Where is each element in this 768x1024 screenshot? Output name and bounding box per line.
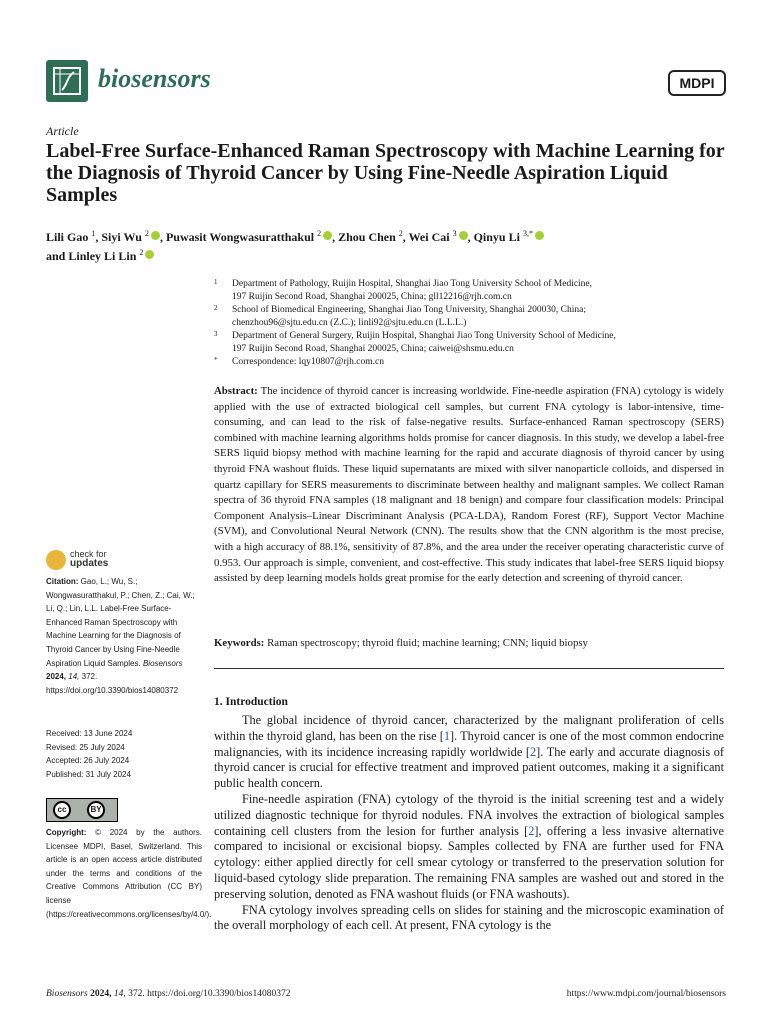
introduction-body	[214, 713, 724, 934]
author: Puwasit Wongwasuratthakul $^2$	[166, 230, 332, 244]
reference-link[interactable]: 2	[528, 823, 535, 838]
accepted-date: Accepted: 26 July 2024	[46, 756, 130, 766]
section-heading: 1. Introduction	[214, 696, 288, 708]
author: Zhou Chen $^2$	[338, 229, 403, 244]
citation-doi-link[interactable]: 372. https://doi.org/10.3390/bios14080372	[46, 672, 179, 695]
dates	[46, 727, 202, 781]
divider	[214, 668, 724, 669]
affiliation: 2 School of Biomedical Engineering, Shanghai Jiao Tong University, Shanghai 200030, China; chenzhou96@sjtu.edu.cn (Z.C.); linli92@sjtu.edu.cn (L.L.L.)	[214, 304, 586, 328]
keywords-text: Raman spectroscopy; thyroid fluid; machine learning; CNN; liquid biopsy	[267, 637, 588, 649]
check-for-updates-button[interactable]	[46, 548, 146, 574]
reference-link[interactable]: 1	[443, 728, 450, 743]
received-date: Received: 13 June 2024	[46, 729, 133, 738]
paragraph: The global incidence of thyroid cancer, characterized by the malignant proliferation of cells within the thyroid gland, has been on the rise [1]. Thyroid cancer is one of the most common endocrine malignancies, with its incidence increasing rapidly worldwide [2]. The early and accurate diagnosis of thyroid cancer is crucial for effective treatment and improved patient outcomes, making it a significant public health concern.	[214, 713, 724, 791]
check-line2: updates	[70, 558, 109, 569]
copyright-label: Copyright:	[46, 828, 87, 837]
cc-by-license-badge[interactable]	[46, 798, 118, 822]
citation: Citation: Gao, L.; Wu, S.; Wongwasuratthakul, P.; Chen, Z.; Cai, W.; Li, Q.; Lin, L.L. Label-Free Surface-Enhanced Raman Spectroscopy with Machine Learning for the Diagnosis of Thyroid Cancer by Using Fine-Needle Aspiration Liquid Samples. Biosensors 2024, 14, 372. https://doi.org/10.3390/bios14080372	[46, 577, 195, 695]
citation-label: Citation:	[46, 577, 79, 586]
author: Wei Cai $^3$	[409, 230, 468, 244]
keywords-label: Keywords:	[214, 637, 265, 649]
check-line1: check for	[70, 549, 107, 559]
affiliation: * Correspondence: lqy10807@rjh.com.cn	[214, 356, 385, 367]
orcid-icon[interactable]	[535, 231, 544, 240]
journal-name: biosensors	[98, 64, 211, 93]
orcid-icon[interactable]	[151, 231, 160, 240]
journal-logo-icon	[46, 60, 88, 102]
author: Lili Gao $^1$	[46, 229, 96, 244]
abstract-label: Abstract:	[214, 385, 258, 397]
journal-header	[46, 60, 726, 104]
footer-citation: Biosensors 2024, 14, 372. https://doi.org/10.3390/bios14080372	[46, 989, 291, 999]
article-type: Article	[46, 124, 79, 138]
paragraph: FNA cytology involves spreading cells on slides for staining and the microscopic examination of the overall morphology of each cell. At present, FNA cytology is the	[214, 902, 724, 933]
journal-url-link[interactable]: https://www.mdpi.com/journal/biosensors	[566, 989, 726, 999]
paragraph: Fine-needle aspiration (FNA) cytology of the thyroid is the initial screening test and a widely utilized diagnostic technique for thyroid nodules. FNA involves the extraction of biological samples containing cell clusters from the lesion for further analysis [2], offering a less invasive alternative compared to incisional or excisional biopsy. Samples collected by FNA are further used for FNA cytology: either applied directly for cell smear cytology or transferred to the preservation solution for liquid-based cytology slide preparation. The remaining FNA samples are washed out and stored in the preserving solution, denoted as FNA washout fluids (or FNA washouts).	[214, 791, 724, 901]
keywords	[214, 636, 724, 651]
page-footer	[46, 989, 726, 999]
orcid-icon[interactable]	[459, 231, 468, 240]
published-date: Published: 31 July 2024	[46, 769, 131, 779]
affiliations	[214, 278, 734, 369]
copyright: Copyright: © 2024 by the authors. Licensee MDPI, Basel, Switzerland. This article is an open access article distributed under the terms and conditions of the Creative Commons Attribution (CC BY) license (https://creativecommons.org/licenses/by/4.0/).	[46, 828, 212, 919]
affiliation: 3 Department of General Surgery, Ruijin Hospital, Shanghai Jiao Tong University School of Medicine, 197 Ruijin Second Road, Shanghai 200025, China; caiwei@shsmu.edu.cn	[214, 330, 616, 354]
check-icon	[46, 550, 66, 570]
abstract-text: The incidence of thyroid cancer is increasing worldwide. Fine-needle aspiration (FNA) cytology is widely applied with the use of extracted biological cell samples, but current FNA cytology is labor-intensive, time-consuming, and can lead to the risk of false-negative results. Surface-enhanced Raman spectroscopy (SERS) combined with machine learning algorithms holds promise for cancer diagnosis. In this study, we develop a label-free SERS liquid biopsy method with machine learning for the rapid and accurate diagnosis of thyroid cancer by using thyroid FNA washout fluids. These liquid supernatants are mixed with silver nanoparticle colloids, and dispersed in quartz capillary for SERS measurements to discriminate between healthy and malignant samples. We collect Raman spectra of 36 thyroid FNA samples (18 malignant and 18 benign) and compare four classification models: Principal Component Analysis–Linear Discriminant Analysis (PCA-LDA), Random Forest (RF), Support Vector Machine (SVM), and Convolutional Neural Network (CNN). The results show that the CNN algorithm is the most precise, with a high accuracy of 88.1%, sensitivity of 87.8%, and the area under the receiver operating characteristic curve of 0.953. Our approach is simple, convenient, and cost-effective. This study indicates that label-free SERS liquid biopsy assisted by deep learning models holds great promise for the early detection and screening of thyroid cancer.	[214, 385, 724, 585]
author-list: Lili Gao $^1$, Siyi Wu $^2$ , Puwasit Wongwasuratthakul $^2$ , Zhou Chen $^2$, Wei Cai $^3$ , Qinyu Li $^{3,*}$ and Linley Li Lin $^2$	[46, 226, 726, 264]
orcid-icon[interactable]	[145, 250, 154, 259]
cc-icon: cc	[53, 801, 71, 819]
article-title: Label-Free Surface-Enhanced Raman Spectroscopy with Machine Learning for the Diagnosis of Thyroid Cancer by Using Fine-Needle Aspiration Liquid Samples	[46, 140, 725, 206]
publisher-logo: MDPI	[668, 70, 726, 96]
affiliation: 1 Department of Pathology, Ruijin Hospital, Shanghai Jiao Tong University School of Medicine, 197 Ruijin Second Road, Shanghai 200025, China; gll12216@rjh.com.cn	[214, 278, 593, 302]
by-icon: BY	[87, 801, 105, 819]
orcid-icon[interactable]	[323, 231, 332, 240]
abstract	[214, 384, 724, 587]
reference-link[interactable]: 2	[530, 744, 537, 759]
author: Qinyu Li $^{3,*}$	[474, 230, 544, 244]
revised-date: Revised: 25 July 2024	[46, 742, 125, 752]
author: Siyi Wu $^2$	[101, 230, 160, 244]
author: Linley Li Lin $^2$	[68, 249, 154, 263]
